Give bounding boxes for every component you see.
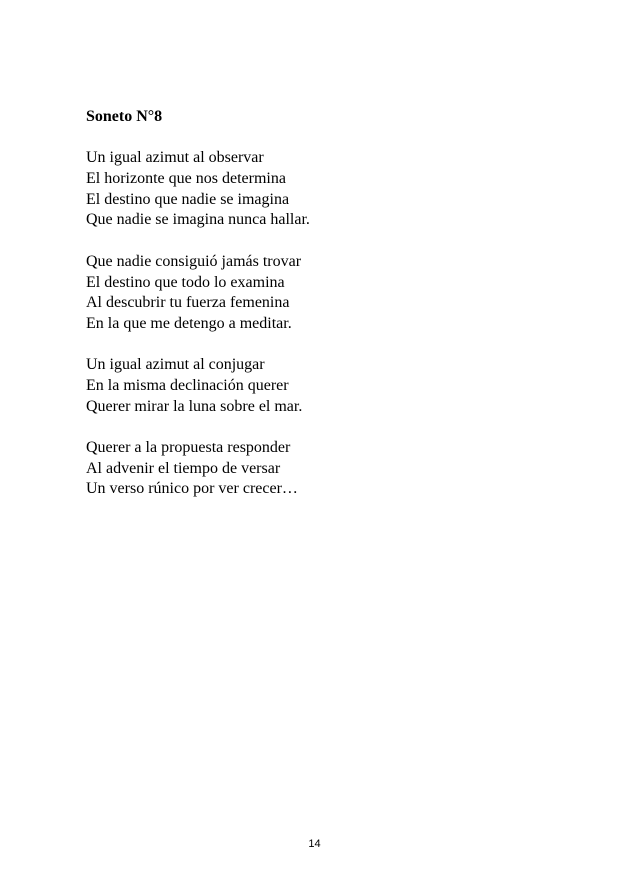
verse-line: Un igual azimut al conjugar [86, 356, 265, 374]
verse-line: Que nadie se imagina nunca hallar. [86, 211, 310, 229]
stanza-4 [86, 438, 566, 500]
poem-title: Soneto N°8 [86, 108, 163, 125]
verse-line: Un igual azimut al observar [86, 149, 264, 167]
verse-line: El destino que todo lo examina [86, 273, 285, 291]
verse-line: Querer a la propuesta responder [86, 439, 291, 456]
stanza-3 [86, 355, 566, 417]
verse-line: El destino que nadie se imagina [86, 190, 290, 208]
verse-line: Al advenir el tiempo de versar [86, 459, 281, 477]
verse-line: Que nadie consiguió jamás trovar [86, 252, 302, 270]
verse-line: Un verso rúnico por ver crecer… [86, 480, 298, 498]
stanza-2 [86, 252, 566, 335]
verse-line: El horizonte que nos determina [86, 170, 286, 188]
verse-line: En la misma declinación querer [86, 376, 289, 394]
stanza-1 [86, 148, 566, 231]
verse-line: Querer mirar la luna sobre el mar. [86, 397, 303, 415]
page-number: 14 [308, 838, 321, 850]
verse-line: En la que me detengo a meditar. [86, 314, 292, 332]
verse-line: Al descubrir tu fuerza femenina [86, 294, 290, 312]
poem [86, 107, 566, 521]
